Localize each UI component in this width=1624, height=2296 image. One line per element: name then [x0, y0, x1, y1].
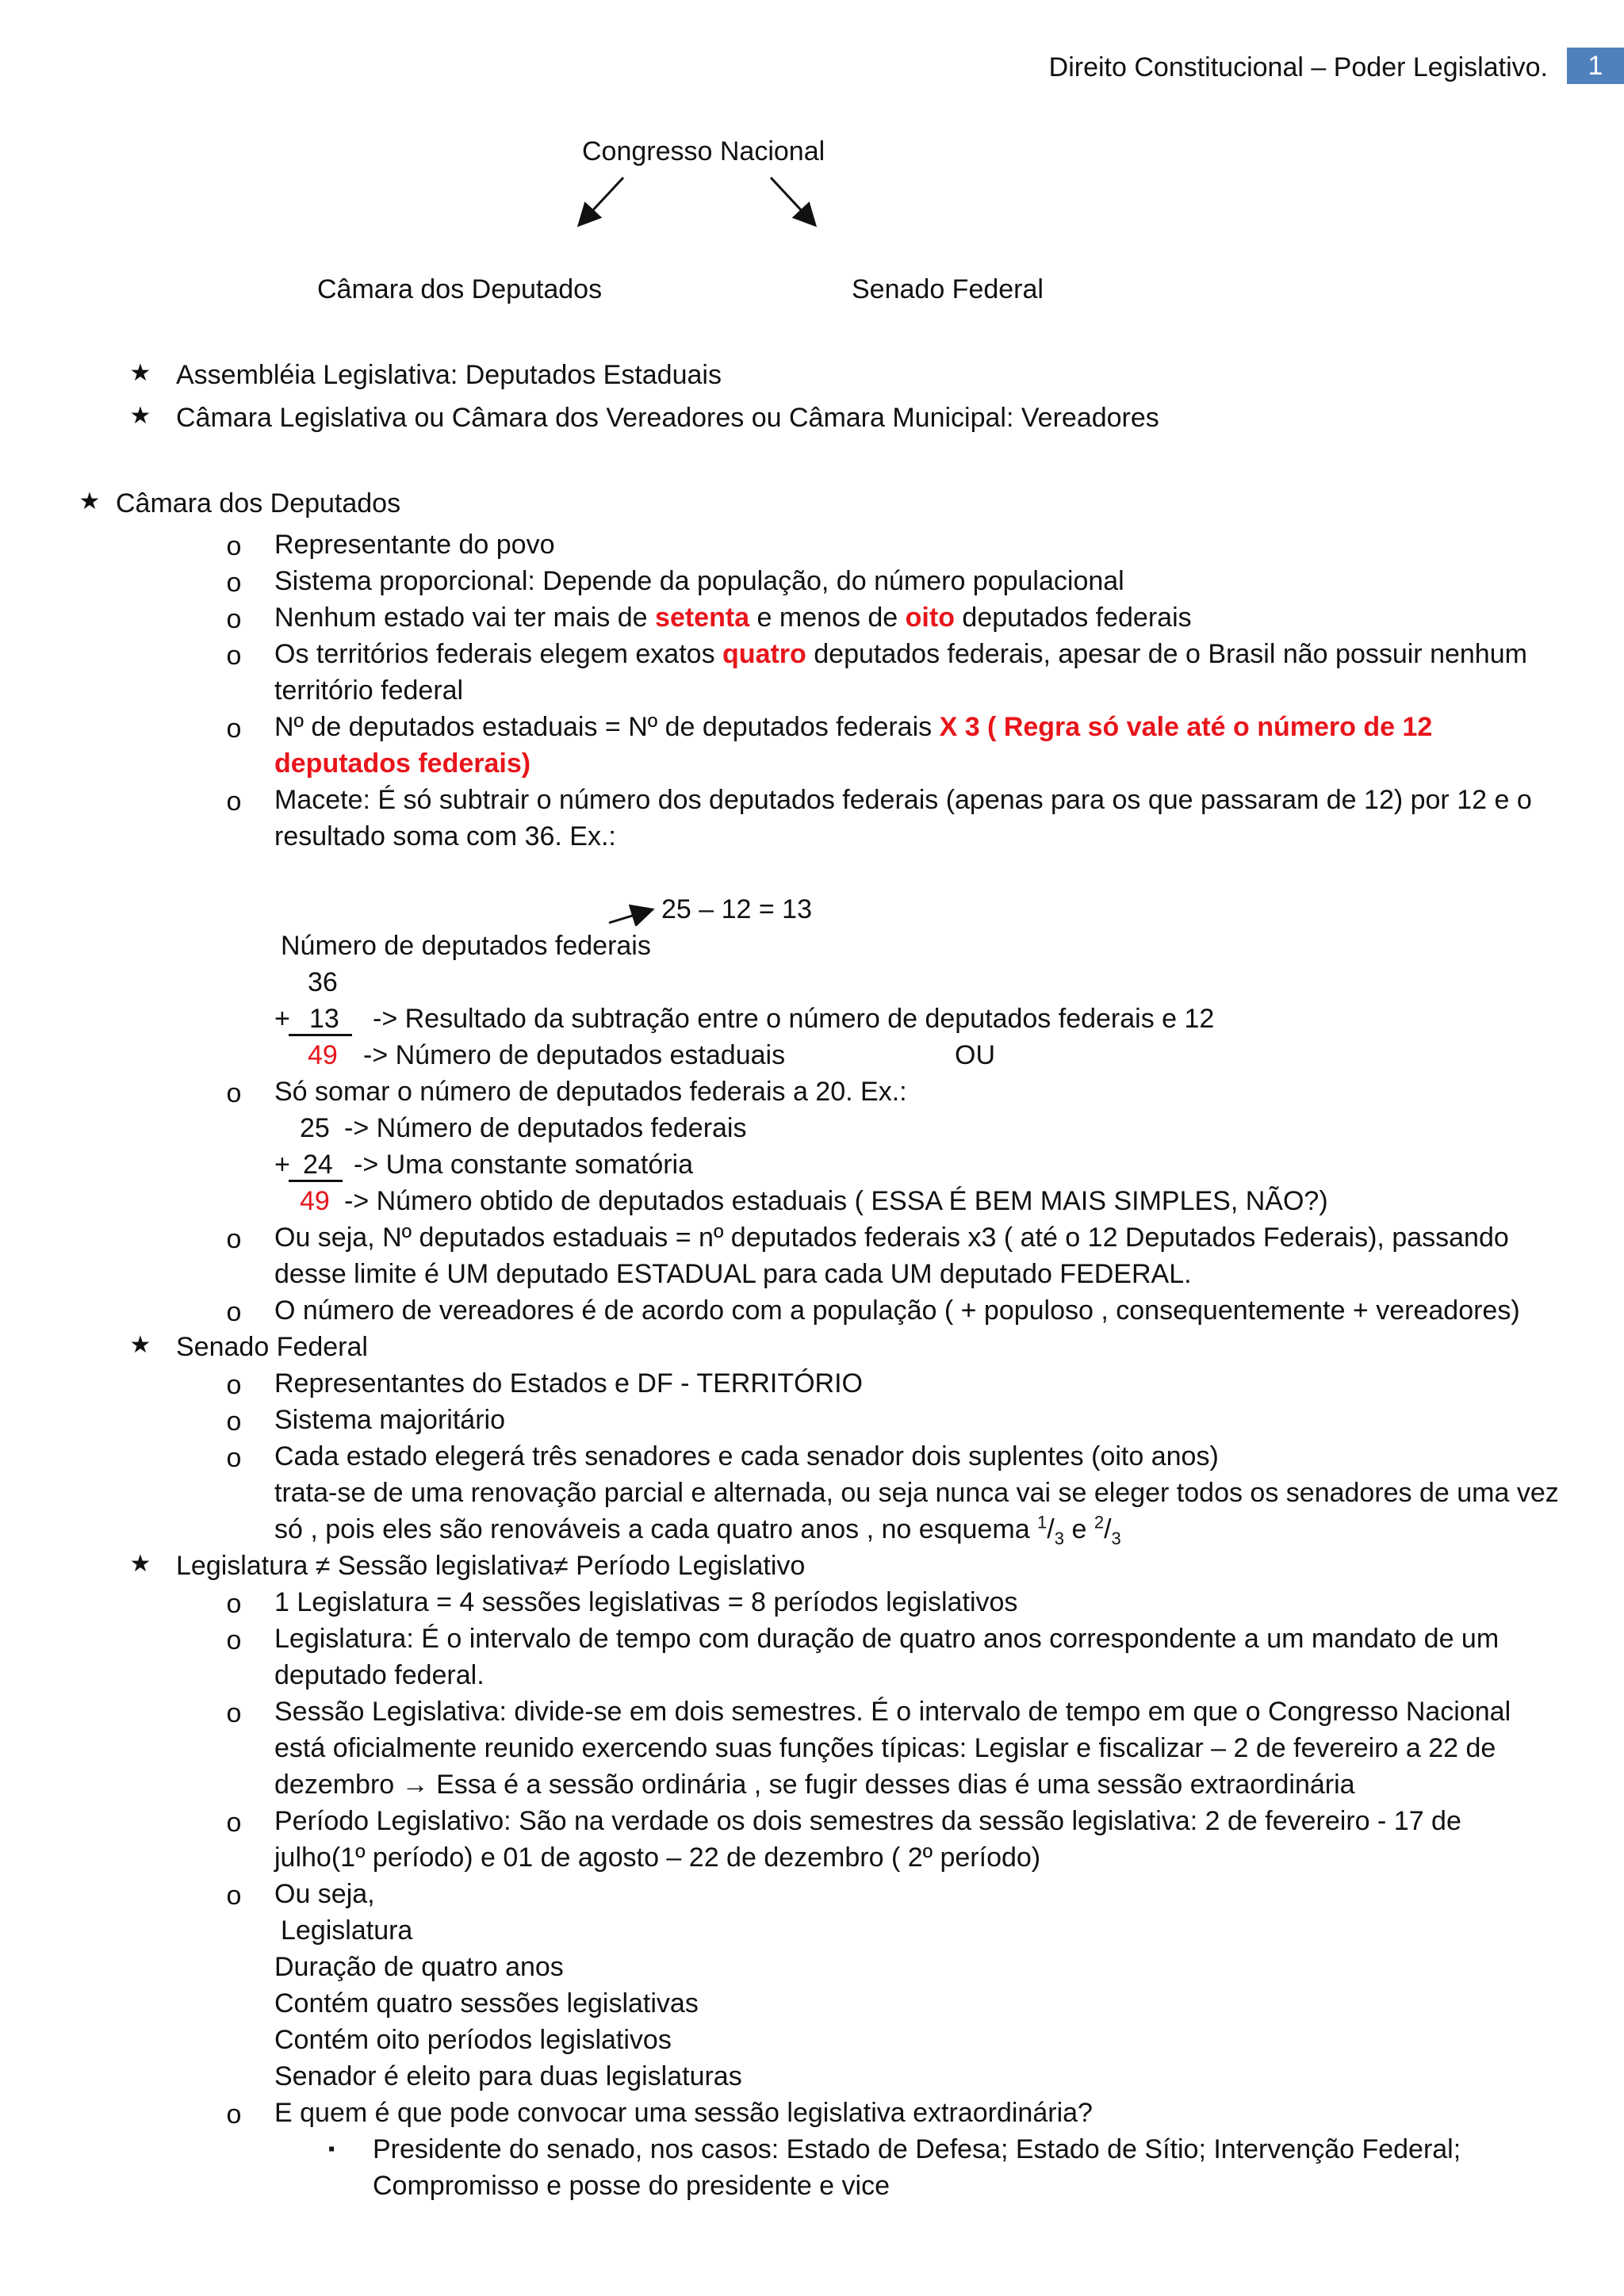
legislatura-item-4-line2: julho(1º período) e 01 de agosto – 22 de dezembro ( 2º período) [274, 1843, 1041, 1873]
legislatura-item-5-line5: Contém oito períodos legislativos [274, 2025, 672, 2055]
calc1-plus: + [274, 1004, 290, 1034]
calc1-49: 49 [308, 1040, 338, 1070]
star-bullet-icon: ★ [129, 1551, 151, 1577]
circle-bullet-icon: o [226, 1406, 242, 1437]
calc2-25: 25 [300, 1113, 330, 1143]
camara-item-6: Macete: É só subtrair o número dos deputados federais (apenas para os que passaram de 12) por 12 e o [274, 785, 1532, 815]
calc1-36: 36 [308, 967, 338, 997]
circle-bullet-icon: o [226, 1297, 242, 1327]
legislatura-item-4: Período Legislativo: São na verdade os dois semestres da sessão legislativa: 2 de fevereiro - 17 de [274, 1806, 1461, 1836]
camara-item-8: Ou seja, Nº deputados estaduais = nº deputados federais x3 ( até o 12 Deputados Federais), passando [274, 1223, 1509, 1253]
circle-bullet-icon: o [226, 604, 242, 634]
legislatura-item-5-line4: Contém quatro sessões legislativas [274, 1988, 699, 2019]
highlight-regra: X 3 ( Regra só vale até o número de 12 [939, 712, 1433, 742]
legislatura-sub-1: Presidente do senado, nos casos: Estado de Defesa; Estado de Sítio; Intervenção Federal; [373, 2134, 1461, 2164]
circle-bullet-icon: o [226, 714, 242, 744]
circle-bullet-icon: o [226, 568, 242, 598]
camara-item-5-line2: deputados federais) [274, 748, 531, 779]
star-bullet-icon: ★ [129, 360, 151, 386]
legislatura-item-5: Ou seja, [274, 1879, 375, 1909]
document-header-title: Direito Constitucional – Poder Legislativo. [1048, 52, 1548, 82]
calc1-subtraction: 25 – 12 = 13 [661, 894, 813, 924]
camara-item-4: Os territórios federais elegem exatos quatro deputados federais, apesar de o Brasil não possuir nenhum [274, 639, 1527, 669]
fraction-2-numerator: 2 [1094, 1512, 1105, 1533]
diagram-arrows [555, 168, 841, 239]
legislatura-item-5-line6: Senador é eleito para duas legislaturas [274, 2061, 742, 2091]
senado-item-3-line3: só , pois eles são renováveis a cada quatro anos , no esquema $^1/_3$ e $^2/_3$ [274, 1512, 1121, 1548]
circle-bullet-icon: o [226, 2099, 242, 2130]
senado-item-1: Representantes do Estados e DF - TERRITÓRIO [274, 1368, 863, 1399]
section-heading-camara: Câmara dos Deputados [116, 488, 401, 519]
calc1-ou: OU [955, 1040, 995, 1070]
circle-bullet-icon: o [226, 1698, 242, 1728]
legislatura-item-1: 1 Legislatura = 4 sessões legislativas = 8 períodos legislativos [274, 1587, 1018, 1617]
legislatura-item-2-line2: deputado federal. [274, 1660, 485, 1690]
circle-bullet-icon: o [226, 1370, 242, 1400]
camara-item-2: Sistema proporcional: Depende da população, do número populacional [274, 566, 1124, 596]
diagram-right-label: Senado Federal [852, 274, 1044, 304]
fraction-2-denominator: 3 [1111, 1528, 1121, 1548]
circle-bullet-icon: o [226, 1625, 242, 1655]
legislatura-item-3-line2: está oficialmente reunido exercendo suas funções típicas: Legislar e fiscalizar – 2 de fevereiro a 22 de [274, 1733, 1496, 1763]
legislatura-sub-1-line2: Compromisso e posse do presidente e vice [373, 2171, 890, 2201]
highlight-quatro: quatro [722, 639, 806, 669]
calc1-label: Número de deputados federais [281, 931, 651, 961]
circle-bullet-icon: o [226, 786, 242, 817]
diagram-left-label: Câmara dos Deputados [317, 274, 603, 304]
camara-item-5: Nº de deputados estaduais = Nº de deputados federais X 3 ( Regra só vale até o número de 12 [274, 712, 1433, 742]
camara-item-1: Representante do povo [274, 530, 555, 560]
calc1-13-note: -> Resultado da subtração entre o número de deputados federais e 12 [373, 1004, 1215, 1034]
section-heading-senado: Senado Federal [176, 1332, 368, 1362]
calc2-24-note: -> Uma constante somatória [354, 1150, 694, 1180]
highlight-setenta: setenta [655, 603, 750, 633]
legislatura-item-3-line3: dezembro → Essa é a sessão ordinária , se fugir desses dias é uma sessão extraordinária [274, 1770, 1355, 1800]
calc2-24: 24 [303, 1150, 333, 1180]
page-number-badge: 1 [1567, 48, 1624, 84]
calc2-sum-rule [289, 1180, 343, 1182]
arrow-to-camara [580, 178, 623, 224]
section-heading-legislatura: Legislatura ≠ Sessão legislativa≠ Período Legislativo [176, 1551, 806, 1581]
legislatura-item-3: Sessão Legislativa: divide-se em dois semestres. É o intervalo de tempo em que o Congresso Nacional [274, 1697, 1511, 1727]
square-bullet-icon: ▪ [327, 2138, 335, 2160]
circle-bullet-icon: o [226, 1881, 242, 1911]
circle-bullet-icon: o [226, 1078, 242, 1108]
calc1-13: 13 [309, 1004, 339, 1034]
camara-item-9: O número de vereadores é de acordo com a população ( + populoso , consequentemente + vereadores) [274, 1295, 1520, 1326]
camara-item-3: Nenhum estado vai ter mais de setenta e menos de oito deputados federais [274, 603, 1192, 633]
star-bullet-icon: ★ [79, 488, 101, 515]
calc2-49: 49 [300, 1186, 330, 1216]
circle-bullet-icon: o [226, 641, 242, 671]
legislatura-item-5-line3: Duração de quatro anos [274, 1952, 564, 1982]
camara-item-6-line2: resultado soma com 36. Ex.: [274, 821, 616, 851]
camara-item-4-line2: território federal [274, 675, 464, 706]
calc2-49-note: -> Número obtido de deputados estaduais ( ESSA É BEM MAIS SIMPLES, NÃO?) [344, 1186, 1328, 1216]
senado-item-3-line2: trata-se de uma renovação parcial e alternada, ou seja nunca vai se eleger todos os senadores de uma vez [274, 1478, 1559, 1508]
star-bullet-icon: ★ [129, 403, 151, 429]
senado-item-3: Cada estado elegerá três senadores e cada senador dois suplentes (oito anos) [274, 1441, 1219, 1471]
circle-bullet-icon: o [226, 1589, 242, 1619]
circle-bullet-icon: o [226, 1224, 242, 1254]
circle-bullet-icon: o [226, 1443, 242, 1473]
calc1-49-note: -> Número de deputados estaduais [363, 1040, 786, 1070]
fraction-1-numerator: 1 [1037, 1512, 1048, 1533]
fraction-1-denominator: 3 [1054, 1528, 1064, 1548]
camara-item-7: Só somar o número de deputados federais a 20. Ex.: [274, 1077, 907, 1107]
bullet-camara-legislativa: Câmara Legislativa ou Câmara dos Vereadores ou Câmara Municipal: Vereadores [176, 403, 1159, 433]
arrow-to-subtraction [607, 902, 658, 926]
calc2-plus: + [274, 1150, 290, 1180]
circle-bullet-icon: o [226, 1808, 242, 1838]
calc2-25-note: -> Número de deputados federais [344, 1113, 747, 1143]
senado-item-2: Sistema majoritário [274, 1405, 505, 1435]
arrow-to-senado [771, 178, 814, 224]
calc1-sum-rule [289, 1034, 352, 1036]
bullet-assembleia: Assembléia Legislativa: Deputados Estaduais [176, 360, 722, 390]
legislatura-item-2: Legislatura: É o intervalo de tempo com duração de quatro anos correspondente a um mandato de um [274, 1624, 1500, 1654]
camara-item-8-line2: desse limite é UM deputado ESTADUAL para cada UM deputado FEDERAL. [274, 1259, 1192, 1289]
circle-bullet-icon: o [226, 531, 242, 561]
legislatura-item-6: E quem é que pode convocar uma sessão legislativa extraordinária? [274, 2098, 1093, 2128]
legislatura-item-5-line2: Legislatura [281, 1915, 413, 1946]
star-bullet-icon: ★ [129, 1332, 151, 1358]
highlight-oito: oito [905, 603, 955, 633]
diagram-root-label: Congresso Nacional [582, 136, 825, 166]
